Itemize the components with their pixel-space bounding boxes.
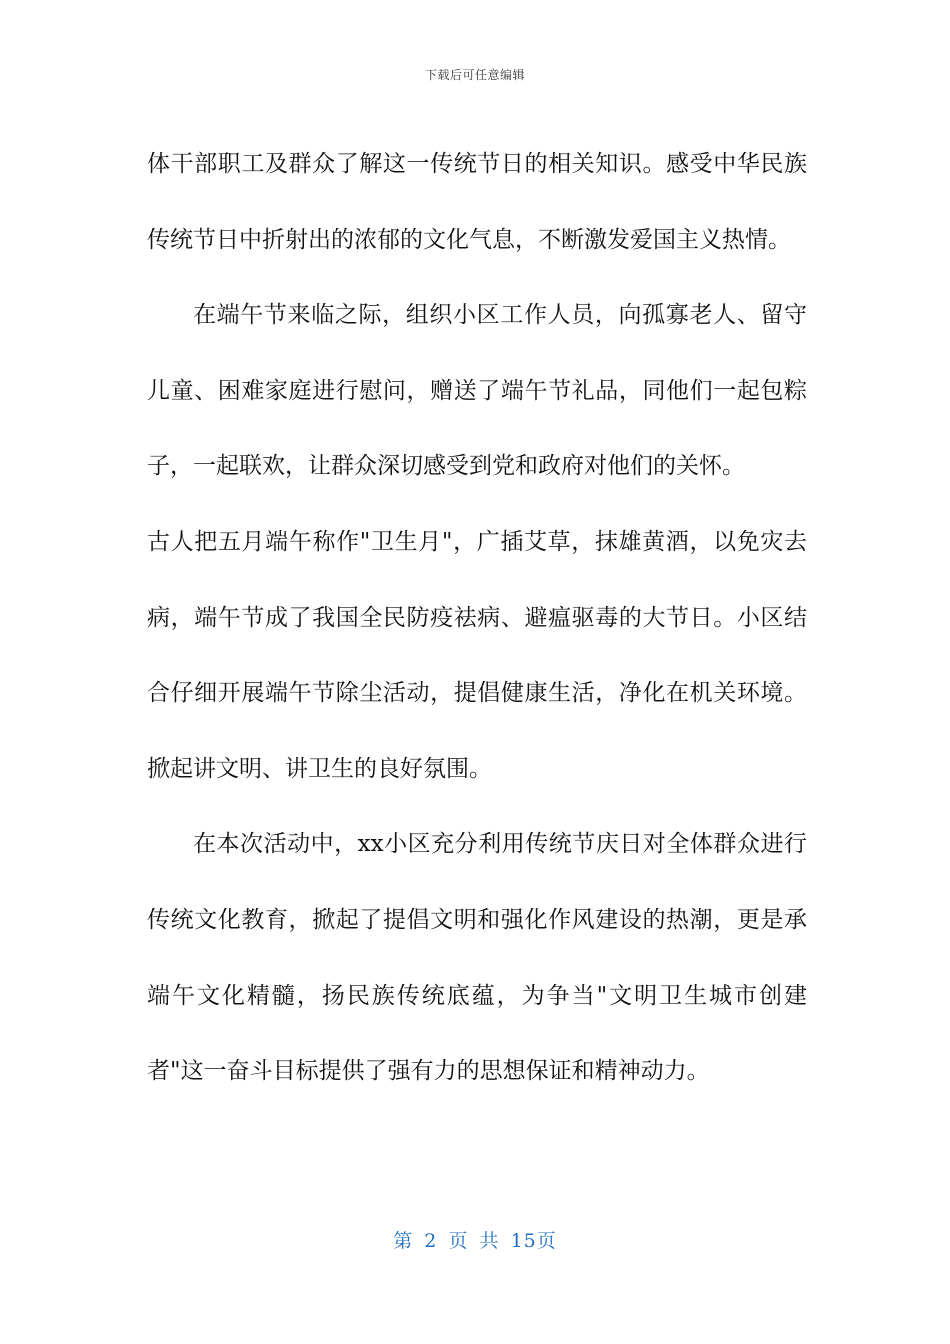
paragraph-3: 古人把五月端午称作"卫生月"，广插艾草，抹雄黄酒，以免灾去病，端午节成了我国全民防疫祛病、避瘟驱毒的大节日。小区结合仔细开展端午节除尘活动，提倡健康生活，净化在机关环境。掀起讲文明、讲卫生的良好氛围。 [147, 528, 807, 782]
header-note: 下载后可任意编辑 [424, 68, 525, 82]
paragraph-2: 在端午节来临之际，组织小区工作人员，向孤寡老人、留守儿童、困难家庭进行慰问，赠送了端午节礼品，同他们一起包粽子，一起联欢，让群众深切感受到党和政府对他们的关怀。 [147, 302, 807, 480]
paragraph-4: 在本次活动中，xx小区充分利用传统节庆日对全体群众进行传统文化教育，掀起了提倡文明和强化作风建设的热潮，更是承端午文化精髓，扬民族传统底蕴，为争当"文明卫生城市创建者"这一奋斗目标提供了强有力的思想保证和精神动力。 [147, 831, 807, 1085]
body-text [147, 127, 807, 1110]
footer-unit-label: 页 [448, 1230, 469, 1252]
page-footer [0, 1226, 950, 1253]
footer-current-page: 2 [424, 1230, 438, 1252]
footer-total-pages: 15页 [510, 1230, 557, 1252]
paragraph-1: 体干部职工及群众了解这一传统节日的相关知识。感受中华民族传统节日中折射出的浓郁的文化气息，不断激发爱国主义热情。 [147, 151, 807, 253]
footer-page-label: 第 [393, 1230, 414, 1252]
footer-total-label: 共 [479, 1230, 500, 1252]
